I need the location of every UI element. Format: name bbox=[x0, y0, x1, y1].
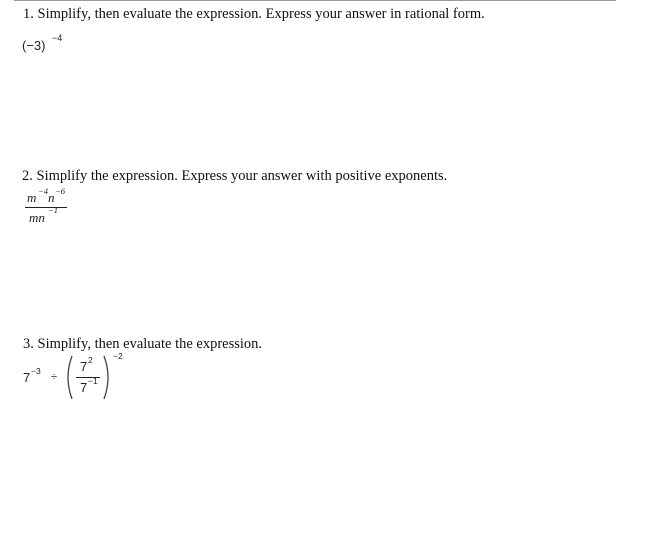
q3-lead-base: 7 bbox=[23, 370, 31, 385]
q1-exponent: −4 bbox=[52, 33, 63, 43]
q2-fraction-bar bbox=[25, 207, 67, 208]
q2-den-exp: −1 bbox=[48, 205, 58, 215]
q3-den-exp: −1 bbox=[88, 376, 98, 386]
question-1-text: 1. Simplify, then evaluate the expression. Express your answer in rational form. bbox=[23, 6, 485, 22]
q2-num-var2: n bbox=[48, 190, 55, 205]
q3-left-paren bbox=[68, 356, 72, 399]
q2-den-var: mn bbox=[29, 210, 45, 225]
q3-divide-operator: ÷ bbox=[51, 371, 58, 383]
q2-num-var1: m bbox=[27, 190, 37, 205]
top-rule bbox=[14, 0, 616, 1]
q3-num-base: 7 bbox=[80, 359, 88, 374]
q3-outer-exp: −2 bbox=[113, 351, 123, 361]
q2-num-exp2: −6 bbox=[55, 186, 65, 196]
q3-num-exp: 2 bbox=[88, 355, 93, 365]
question-3-text: 3. Simplify, then evaluate the expression. bbox=[23, 336, 263, 352]
q1-base: (−3) bbox=[22, 38, 46, 53]
q2-num-exp1: −4 bbox=[38, 186, 48, 196]
q3-den-base: 7 bbox=[80, 380, 88, 395]
question-2-text: 2. Simplify the expression. Express your answer with positive exponents. bbox=[22, 168, 448, 184]
q3-lead-exp: −3 bbox=[31, 366, 41, 376]
q3-right-paren bbox=[104, 356, 108, 399]
